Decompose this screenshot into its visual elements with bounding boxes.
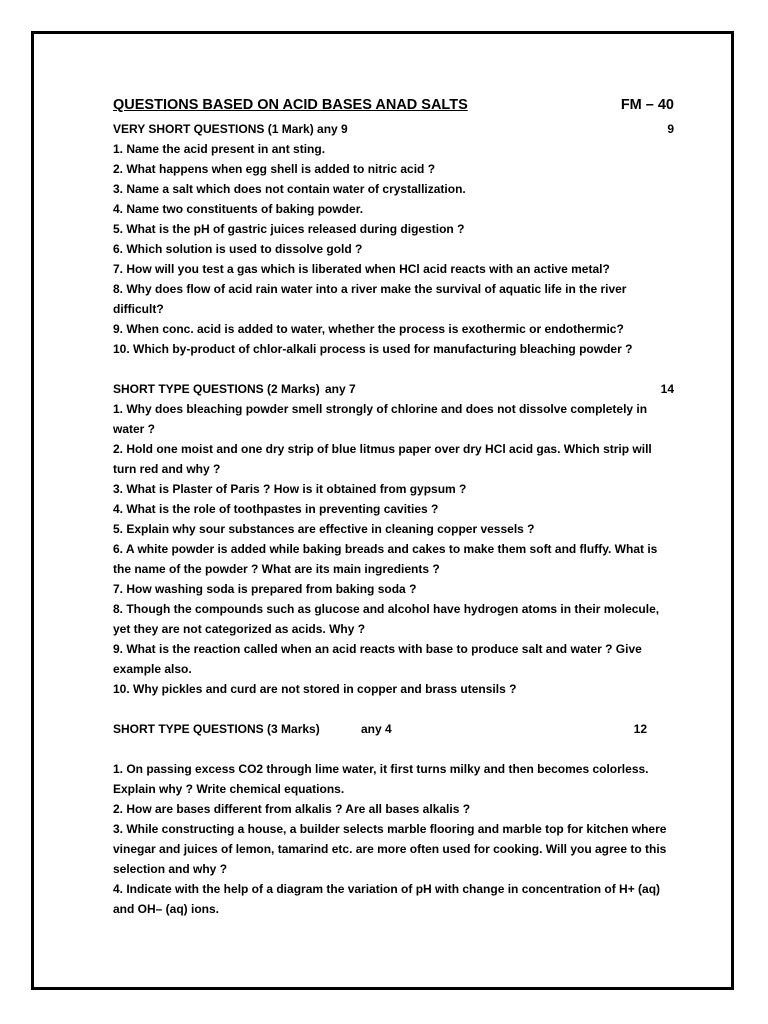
spacer	[113, 699, 678, 719]
worksheet	[113, 95, 678, 919]
question: 3. Name a salt which does not contain water of crystallization.	[113, 182, 466, 196]
question: 4. Name two constituents of baking powder.	[113, 202, 364, 216]
section-short-2marks	[113, 379, 678, 699]
section-heading-text: SHORT TYPE QUESTIONS (2 Marks)	[113, 382, 320, 396]
question: 9. What is the reaction called when an acid reacts with base to produce salt and water ? Give example also.	[113, 642, 642, 676]
spacer	[113, 739, 678, 759]
question: 7. How will you test a gas which is liberated when HCl acid reacts with an active metal?	[113, 262, 610, 276]
question: 6. A white powder is added while baking breads and cakes to make them soft and fluffy. What is the name of the powder ? What are its main ingredients ?	[113, 542, 658, 576]
question: 3. What is Plaster of Paris ? How is it obtained from gypsum ?	[113, 482, 467, 496]
section-short-3marks	[113, 719, 678, 919]
section-marks: 9	[667, 122, 674, 136]
question: 2. How are bases different from alkalis ? Are all bases alkalis ?	[113, 802, 471, 816]
section-any: any 7	[325, 382, 356, 396]
question: 2. Hold one moist and one dry strip of blue litmus paper over dry HCl acid gas. Which strip will turn red and why ?	[113, 442, 652, 476]
question: 5. Explain why sour substances are effective in cleaning copper vessels ?	[113, 522, 535, 536]
question: 1. Name the acid present in ant sting.	[113, 142, 326, 156]
question: 8. Why does flow of acid rain water into a river make the survival of aquatic life in the river difficult?	[113, 282, 627, 316]
section-marks: 12	[633, 722, 647, 736]
question: 8. Though the compounds such as glucose and alcohol have hydrogen atoms in their molecule, yet they are not categorized as acids. Why ?	[113, 602, 660, 636]
section-heading	[113, 119, 678, 139]
question: 6. Which solution is used to dissolve gold ?	[113, 242, 363, 256]
section-heading-text: VERY SHORT QUESTIONS (1 Mark) any 9	[113, 122, 348, 136]
section-very-short	[113, 119, 678, 359]
title-row	[113, 95, 678, 119]
section-heading	[113, 719, 678, 739]
question: 1. On passing excess CO2 through lime water, it first turns milky and then becomes colorless. Explain why ? Write chemical equations.	[113, 762, 649, 796]
full-marks: FM – 40	[620, 97, 674, 113]
section-any: any 4	[361, 722, 392, 736]
question: 4. Indicate with the help of a diagram the variation of pH with change in concentration of H+ (aq) and OH– (aq) ions.	[113, 882, 661, 916]
question: 7. How washing soda is prepared from baking soda ?	[113, 582, 417, 596]
question: 1. Why does bleaching powder smell strongly of chlorine and does not dissolve completely in water ?	[113, 402, 648, 436]
question: 10. Which by-product of chlor-alkali process is used for manufacturing bleaching powder ?	[113, 342, 633, 356]
question: 10. Why pickles and curd are not stored in copper and brass utensils ?	[113, 682, 517, 696]
section-heading	[113, 379, 678, 399]
section-marks: 14	[660, 382, 674, 396]
question: 3. While constructing a house, a builder selects marble flooring and marble top for kitchen where vinegar and juices of lemon, tamarind etc. are more often used for cooking. Will you agree to this selection and why ?	[113, 822, 667, 876]
question: 2. What happens when egg shell is added to nitric acid ?	[113, 162, 436, 176]
question: 5. What is the pH of gastric juices released during digestion ?	[113, 222, 465, 236]
question: 4. What is the role of toothpastes in preventing cavities ?	[113, 502, 439, 516]
page-title: QUESTIONS BASED ON ACID BASES ANAD SALTS	[113, 97, 468, 113]
section-heading-text: SHORT TYPE QUESTIONS (3 Marks)	[113, 722, 320, 736]
spacer	[113, 359, 678, 379]
question: 9. When conc. acid is added to water, whether the process is exothermic or endothermic?	[113, 322, 624, 336]
